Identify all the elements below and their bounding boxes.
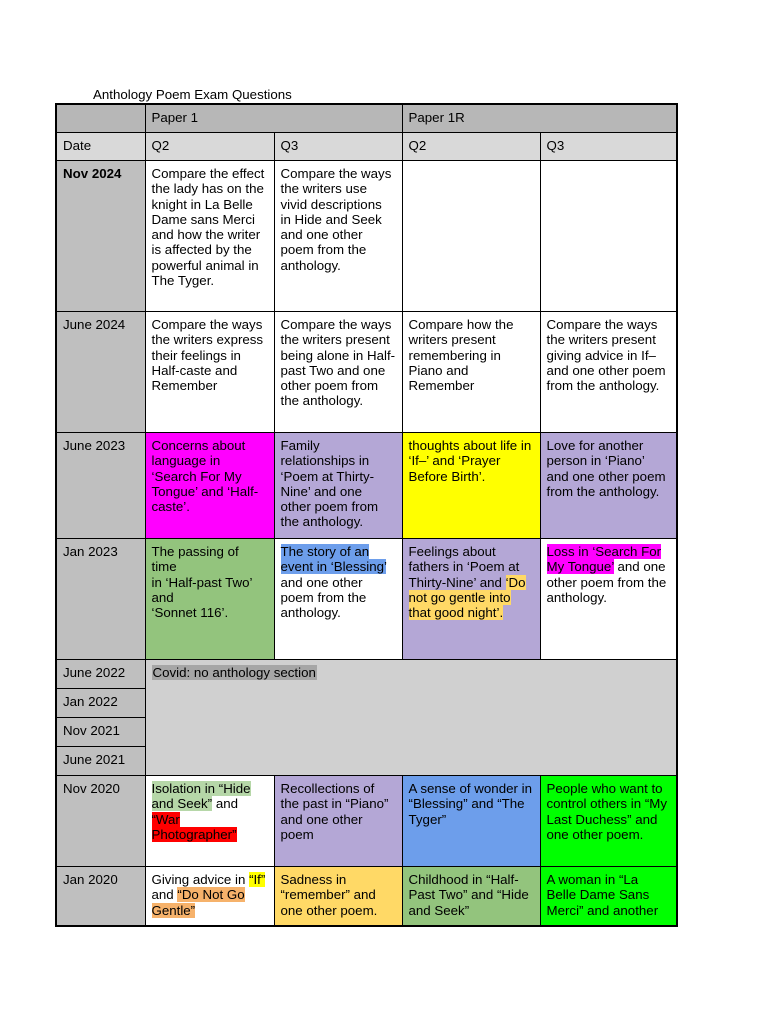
question-text: Feelings about fathers in ‘Poem at Thirty-Nine’ and [408,544,520,590]
question-cell: A sense of wonder in “Blessing” and “The Tyger” [402,776,540,867]
question-cell: Compare the ways the writers express their feelings in Half-caste and Remember [145,312,274,433]
question-cell: Recollections of the past in “Piano” and one other poem [274,776,402,867]
question-cell: A woman in “La Belle Dame Sans Merci” and another [540,867,677,926]
highlighted-text: “War Photographer” [151,811,237,842]
question-line: in ‘Half-past Two’ and [151,574,253,605]
paper-header-row [56,104,677,133]
header-blank-cell [56,104,145,133]
question-cell [540,161,677,312]
question-cell [402,539,540,660]
question-text: Giving advice in [151,872,250,887]
question-cell: Compare the ways the writers present giving advice in If– and one other poem from the anthology. [540,312,677,433]
table-row [56,433,677,539]
table-row [56,776,677,867]
table-row [56,161,677,312]
date-cell: June 2021 [56,747,145,776]
date-cell: Nov 2021 [56,718,145,747]
question-cell [274,539,402,660]
question-cell: Love for another person in ‘Piano’ and one other poem from the anthology. [540,433,677,539]
date-cell: Nov 2020 [56,776,145,867]
question-cell [145,776,274,867]
question-cell: Sadness in “remember” and one other poem. [274,867,402,926]
date-cell: Nov 2024 [56,161,145,312]
question-cell: People who want to control others in “My Last Duchess” and one other poem. [540,776,677,867]
question-cell: Compare the ways the writers present being alone in Half-past Two and one other poem from the anthology. [274,312,402,433]
paper1r-q3-header: Q3 [540,133,677,161]
paper1-q3-header: Q3 [274,133,402,161]
date-cell: Jan 2020 [56,867,145,926]
question-text: and one other poem from the anthology. [546,559,667,605]
document-title: Anthology Poem Exam Questions [93,87,292,102]
date-cell: Jan 2022 [56,689,145,718]
highlighted-text: ‘Do not go gentle into that good night’. [408,574,526,621]
question-cell: Compare the ways the writers use vivid descriptions in Hide and Seek and one other poem from the anthology. [274,161,402,312]
question-text: and [151,887,178,903]
question-header-row [56,133,677,161]
table-row [56,539,677,660]
highlighted-text: “Do Not Go Gentle” [151,887,245,918]
question-cell: thoughts about life in ‘If–’ and ‘Prayer Before Birth’. [402,433,540,539]
question-cell [540,539,677,660]
question-cell: Family relationships in ‘Poem at Thirty-Nine’ and one other poem from the anthology. [274,433,402,539]
question-cell [145,539,274,660]
question-text: and [212,796,239,812]
question-line: ‘Sonnet 116’. [151,605,229,621]
exam-questions-table [55,103,678,927]
paper1r-q2-header: Q2 [402,133,540,161]
question-cell: Compare how the writers present remembering in Piano and Remember [402,312,540,433]
date-cell: Jan 2023 [56,539,145,660]
highlighted-text: Loss in ‘Search For My Tongue’ [546,544,662,575]
paper1r-header: Paper 1R [402,104,677,133]
covid-note-cell [145,660,677,776]
highlighted-text: “If” [249,872,266,887]
question-cell [145,867,274,926]
paper1-header: Paper 1 [145,104,402,133]
highlighted-text: The story of an event in ‘Blessing’ [280,544,387,575]
question-cell: Childhood in “Half-Past Two” and “Hide and Seek” [402,867,540,926]
question-line: The passing of time [151,544,239,575]
date-header: Date [56,133,145,161]
table-row [56,867,677,926]
date-cell: June 2024 [56,312,145,433]
paper1-q2-header: Q2 [145,133,274,161]
table-row [56,660,677,689]
covid-note: Covid: no anthology section [152,665,316,680]
question-text: and one other poem from the anthology. [280,574,367,621]
highlighted-text: Isolation in “Hide and Seek” [151,781,251,812]
date-cell: June 2023 [56,433,145,539]
table-row [56,312,677,433]
question-cell: Compare the effect the lady has on the knight in La Belle Dame sans Merci and how the writer is affected by the powerful animal in The Tyger. [145,161,274,312]
date-cell: June 2022 [56,660,145,689]
question-cell: Concerns about language in ‘Search For My Tongue’ and ‘Half-caste’. [145,433,274,539]
question-cell [402,161,540,312]
